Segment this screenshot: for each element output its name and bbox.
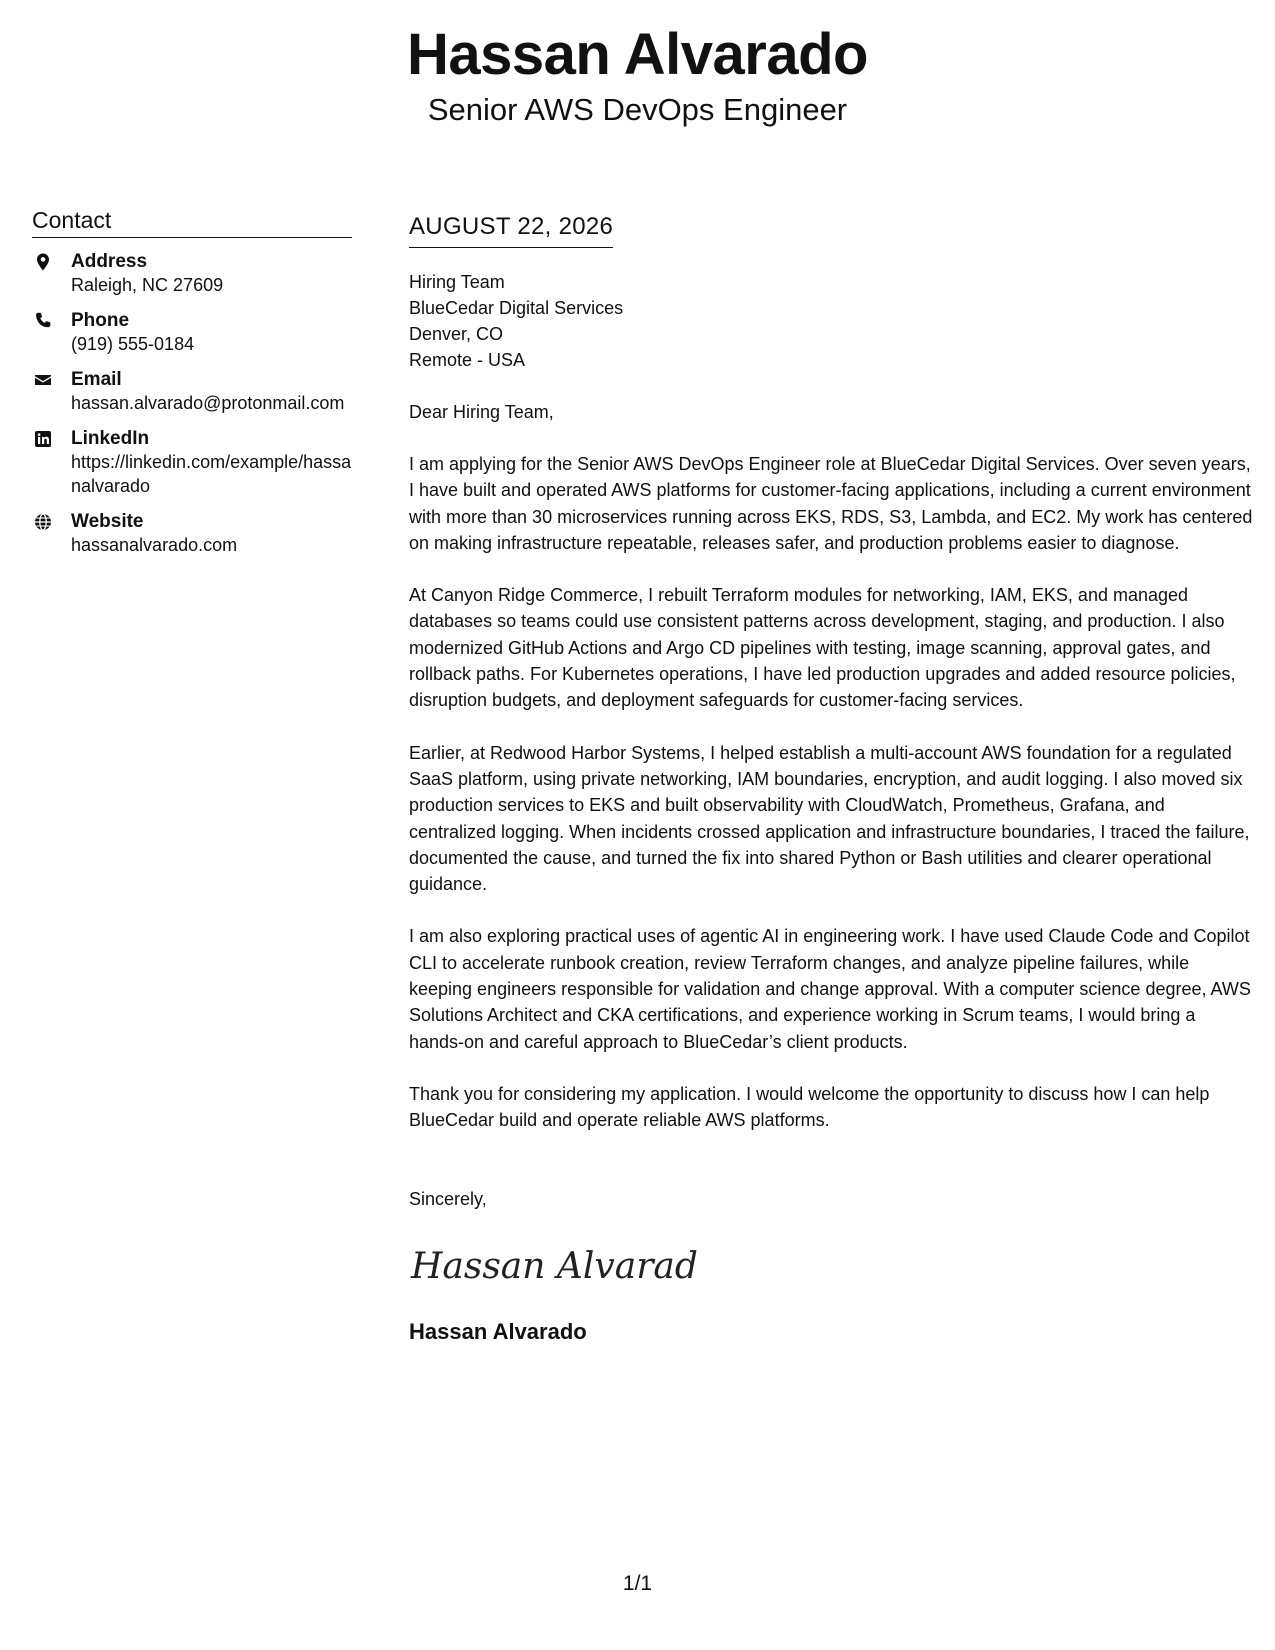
- phone-icon: [33, 311, 53, 331]
- letter-paragraph: At Canyon Ridge Commerce, I rebuilt Terraform modules for networking, IAM, EKS, and managed databases so teams could use consistent patterns across development, staging, and production. I also modernized GitHub Actions and Argo CD pipelines with testing, image scanning, approval gates, and rollback paths. For Kubernetes operations, I have led production upgrades and added resource policies, disruption budgets, and deployment safeguards for customer-facing services.: [409, 585, 1236, 711]
- recipient-line: Hiring Team: [409, 272, 505, 292]
- contact-label: Email: [71, 369, 122, 390]
- contact-title: Contact: [32, 206, 352, 238]
- signature: [409, 1238, 1254, 1298]
- page-number: 1/1: [622, 1572, 653, 1595]
- contact-value: hassan.alvarado@protonmail.com: [71, 393, 345, 413]
- signature-text: Hassan Alvarad: [411, 1245, 698, 1287]
- contact-value: Raleigh, NC 27609: [71, 275, 224, 295]
- contact-label: Address: [71, 251, 148, 272]
- envelope-icon: [33, 370, 53, 390]
- candidate-name: Hassan Alvarado: [406, 22, 868, 87]
- contact-linkedin: [32, 427, 352, 498]
- contact-label: Phone: [71, 310, 130, 331]
- header: [0, 20, 1275, 130]
- salutation: Dear Hiring Team,: [409, 402, 554, 422]
- map-pin-icon: [33, 252, 53, 272]
- letter-body: [409, 211, 1254, 1346]
- contact-sidebar: [32, 206, 352, 557]
- linkedin-icon: [33, 429, 53, 449]
- globe-icon: [33, 512, 53, 532]
- contact-website: [32, 510, 352, 557]
- closing: Sincerely,: [409, 1188, 487, 1209]
- recipient-line: Denver, CO: [409, 324, 504, 344]
- contact-label: Website: [71, 511, 144, 532]
- letter-paragraph: Thank you for considering my application. I would welcome the opportunity to discuss how I can help BlueCedar build and operate reliable AWS platforms.: [409, 1083, 1210, 1131]
- letter-date: AUGUST 22, 2026: [409, 211, 613, 248]
- contact-value: https://linkedin.com/example/hassanalvarado: [71, 452, 352, 496]
- letter-paragraph: Earlier, at Redwood Harbor Systems, I helped establish a multi-account AWS foundation for a regulated SaaS platform, using private networking, IAM boundaries, encryption, and audit logging. I also moved six production services to EKS and built observability with CloudWatch, Prometheus, Grafana, and centralized logging. When incidents crossed application and infrastructure boundaries, I traced the failure, documented the cause, and turned the fix into shared Python or Bash utilities and clearer operational guidance.: [409, 742, 1250, 895]
- contact-value: (919) 555-0184: [71, 334, 195, 354]
- contact-address: [32, 250, 352, 297]
- recipient-line: BlueCedar Digital Services: [409, 298, 624, 318]
- signer-name: Hassan Alvarado: [409, 1318, 587, 1344]
- letter-paragraph: I am applying for the Senior AWS DevOps Engineer role at BlueCedar Digital Services. Over seven years, I have built and operated AWS platforms for customer-facing applications, including a current environment with more than 30 microservices running across EKS, RDS, S3, Lambda, and EC2. My work has centered on making infrastructure repeatable, releases safer, and production problems easier to diagnose.: [409, 454, 1253, 553]
- recipient-line: Remote - USA: [409, 350, 526, 370]
- recipient-block: [409, 269, 1254, 373]
- contact-email: [32, 368, 352, 415]
- contact-value: hassanalvarado.com: [71, 535, 238, 555]
- contact-phone: [32, 309, 352, 356]
- candidate-headline: Senior AWS DevOps Engineer: [427, 92, 848, 127]
- contact-label: LinkedIn: [71, 428, 150, 449]
- letter-paragraph: I am also exploring practical uses of agentic AI in engineering work. I have used Claude Code and Copilot CLI to accelerate runbook creation, review Terraform changes, and analyze pipeline failures, while keeping engineers responsible for validation and change approval. With a computer science degree, AWS Solutions Architect and CKA certifications, and experience working in Scrum teams, I would bring a hands-on and careful approach to BlueCedar’s client products.: [409, 926, 1251, 1052]
